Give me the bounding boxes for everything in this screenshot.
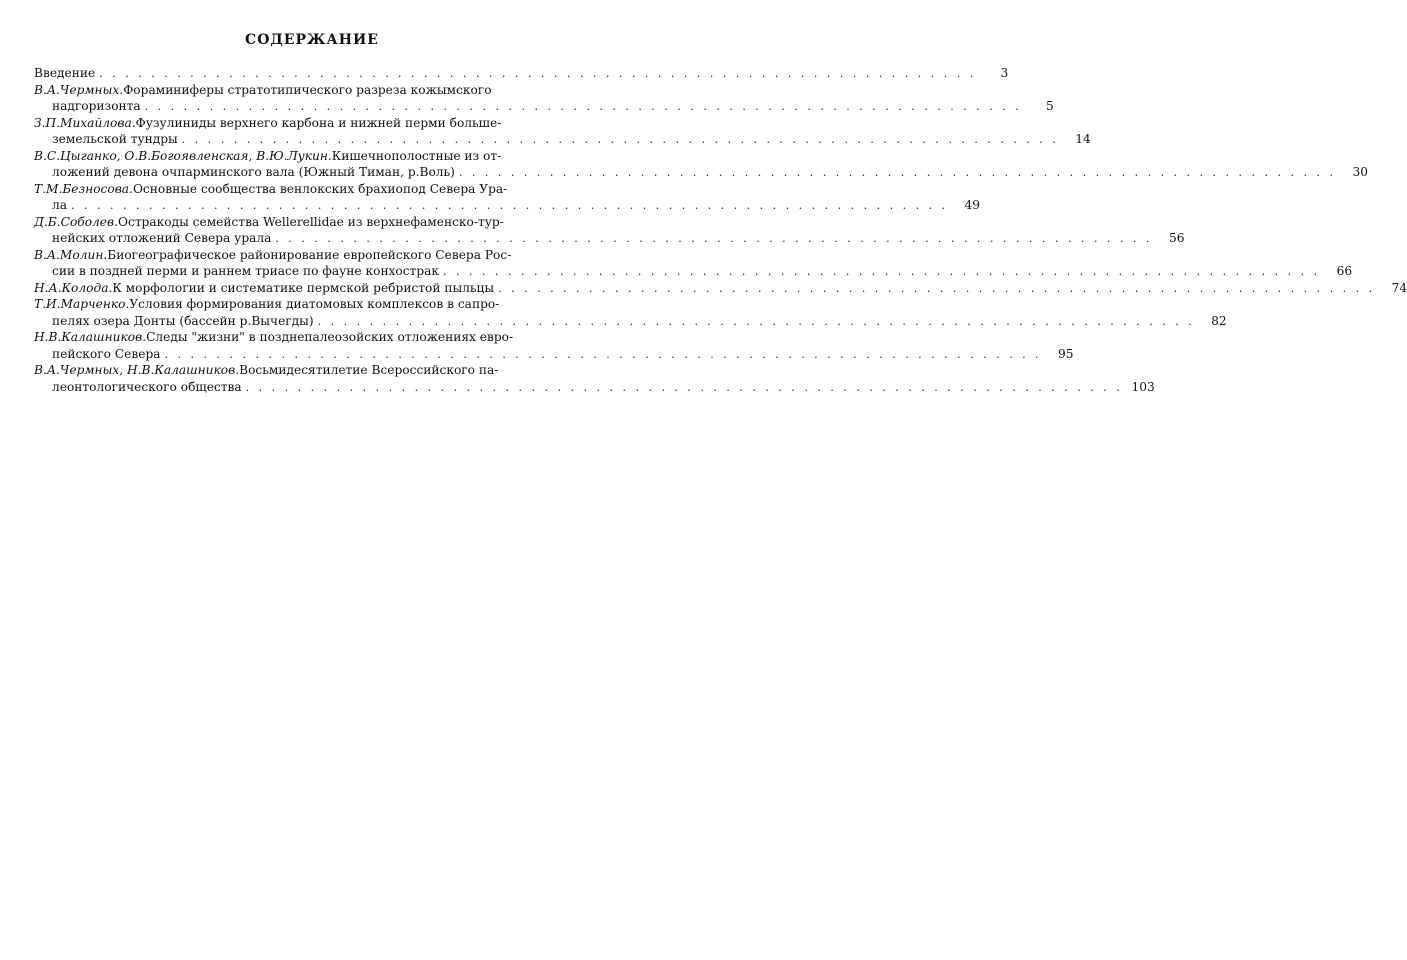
toc-entry-text [52, 164, 455, 181]
toc-entry-title: Биогеографическое районирование европейского Севера Рос- [107, 247, 512, 262]
toc-entry-title: Восьмидесятилетие Всероссийского па- [239, 363, 499, 377]
toc-entry-text [52, 313, 314, 330]
toc-entry-title: К морфологии и систематике пермской ребристой пыльцы [112, 280, 495, 295]
toc-entry-author: В.А.Чермных. [34, 82, 124, 97]
toc-entry-text [52, 230, 271, 247]
toc-page-number: 103 [1131, 379, 1155, 394]
toc-entry-title: сии в поздней перми и раннем триасе по фауне конхострак [52, 264, 440, 278]
toc-entry-line [34, 214, 590, 231]
toc-entry-text [34, 296, 499, 313]
toc-entry-author: Н.А.Колода. [34, 280, 113, 295]
toc-entry-line [34, 313, 1227, 330]
dot-leader [145, 99, 1022, 116]
toc-entry-line [34, 115, 590, 132]
toc-entry [34, 65, 1009, 82]
dot-leader [165, 347, 1042, 364]
toc-entry-author: З.П.Михайлова. [34, 115, 136, 130]
toc-entry-title: Следы "жизни" в позднепалеозойских отложениях евро- [146, 330, 514, 344]
dot-leader [443, 264, 1320, 281]
dot-leader [498, 281, 1375, 298]
dot-leader [275, 231, 1152, 248]
toc-entry-author: Т.И.Марченко. [34, 297, 130, 311]
toc-entry-title: Кишечнополостные из от- [331, 148, 502, 163]
toc-entry-author: Д.Б.Соболев. [34, 214, 118, 229]
toc-entry-line [34, 247, 590, 264]
toc-page-number: 66 [1336, 264, 1353, 278]
toc-entry-line [34, 65, 1009, 82]
toc-entry-title: ла [52, 198, 68, 212]
toc-page-number: 14 [1075, 132, 1091, 146]
toc-entry-line [34, 98, 1054, 115]
toc-entry-line [34, 379, 1155, 396]
toc-entry-text [52, 263, 439, 280]
toc-page-number: 82 [1211, 313, 1227, 328]
toc-entry-line [34, 346, 1074, 363]
toc-entry-line [34, 329, 590, 346]
toc-entry-line [34, 280, 1407, 297]
toc-entry-line [34, 164, 1368, 181]
toc-entry-title: пелях озера Донты (бассейн р.Вычегды) [52, 313, 314, 328]
table-of-contents [34, 65, 1407, 395]
toc-entry [34, 362, 1155, 395]
toc-page-number: 30 [1352, 165, 1368, 179]
toc-entry-text [34, 115, 501, 132]
toc-entry-title: ложений девона очпарминского вала (Южный Тиман, р.Воль) [52, 165, 455, 179]
toc-entry [34, 82, 1054, 115]
toc-entry-line [34, 362, 590, 379]
toc-entry-text [34, 181, 507, 198]
toc-entry-title: пейского Севера [52, 346, 161, 361]
toc-entry-line [34, 82, 590, 99]
dot-leader [318, 314, 1195, 331]
toc-page-number: 5 [1045, 99, 1054, 113]
toc-entry-title: Остракоды семейства Wellerellidae из верхнефаменско-тур- [118, 214, 504, 229]
dot-leader [71, 198, 948, 215]
toc-entry-title: надгоризонта [52, 99, 141, 113]
toc-entry-text [34, 280, 494, 297]
dot-leader [182, 132, 1059, 149]
toc-entry-author: В.А.Молин. [34, 247, 108, 262]
toc-entry-title: Условия формирования диатомовых комплексов в сапро- [129, 297, 500, 311]
toc-entry-text [34, 148, 501, 165]
toc-entry-text [52, 98, 141, 115]
toc-entry [34, 115, 1091, 148]
toc-entry-author: В.С.Цыганко, О.В.Богоявленская, В.Ю.Лукин. [34, 148, 332, 163]
toc-entry [34, 280, 1407, 297]
toc-entry-line [34, 296, 590, 313]
toc-entry-title: нейских отложений Севера урала [52, 231, 272, 245]
dot-leader [459, 165, 1336, 182]
toc-entry-title: Фузулиниды верхнего карбона и нижней перми больше- [135, 115, 502, 130]
toc-entry-title: леонтологического общества [52, 379, 242, 394]
toc-entry-line [34, 230, 1185, 247]
toc-entry-text [34, 65, 95, 82]
toc-entry-text [52, 131, 178, 148]
toc-entry-line [34, 263, 1353, 280]
toc-entry-author: В.А.Чермных, Н.В.Калашников. [34, 363, 240, 377]
toc-entry-line [34, 197, 981, 214]
toc-entry-title: земельской тундры [52, 132, 178, 146]
toc-page-number: 74 [1391, 280, 1407, 295]
toc-entry-author: Т.М.Безносова. [34, 181, 133, 196]
toc-page-number: 56 [1168, 231, 1185, 245]
toc-entry-text [52, 197, 67, 214]
toc-entry-text [34, 82, 492, 99]
toc-entry-line [34, 181, 590, 198]
toc-entry-text [34, 329, 513, 346]
toc-entry-title: Основные сообщества венлокских брахиопод Севера Ура- [132, 181, 508, 196]
toc-entry [34, 148, 1368, 181]
toc-entry-line [34, 148, 590, 165]
page-title: СОДЕРЖАНИЕ [245, 32, 379, 48]
toc-page-number: 95 [1058, 346, 1074, 361]
toc-entry-line [34, 131, 1091, 148]
toc-page-number: 3 [1000, 66, 1009, 80]
toc-entry [34, 214, 1185, 247]
toc-entry [34, 329, 1074, 362]
toc-entry-text [34, 214, 504, 231]
toc-entry-text [52, 379, 242, 396]
toc-page-number: 49 [964, 198, 981, 212]
toc-entry-text [34, 247, 511, 264]
toc-entry [34, 247, 1353, 280]
toc-entry [34, 181, 981, 214]
toc-entry-author: Н.В.Калашников. [34, 330, 147, 344]
toc-entry [34, 296, 1227, 329]
dot-leader [99, 66, 976, 83]
dot-leader [246, 380, 1123, 397]
toc-entry-title: Фораминиферы стратотипического разреза кожымского [123, 82, 492, 97]
toc-entry-title: Введение [34, 66, 96, 80]
toc-entry-text [34, 362, 498, 379]
toc-entry-text [52, 346, 161, 363]
